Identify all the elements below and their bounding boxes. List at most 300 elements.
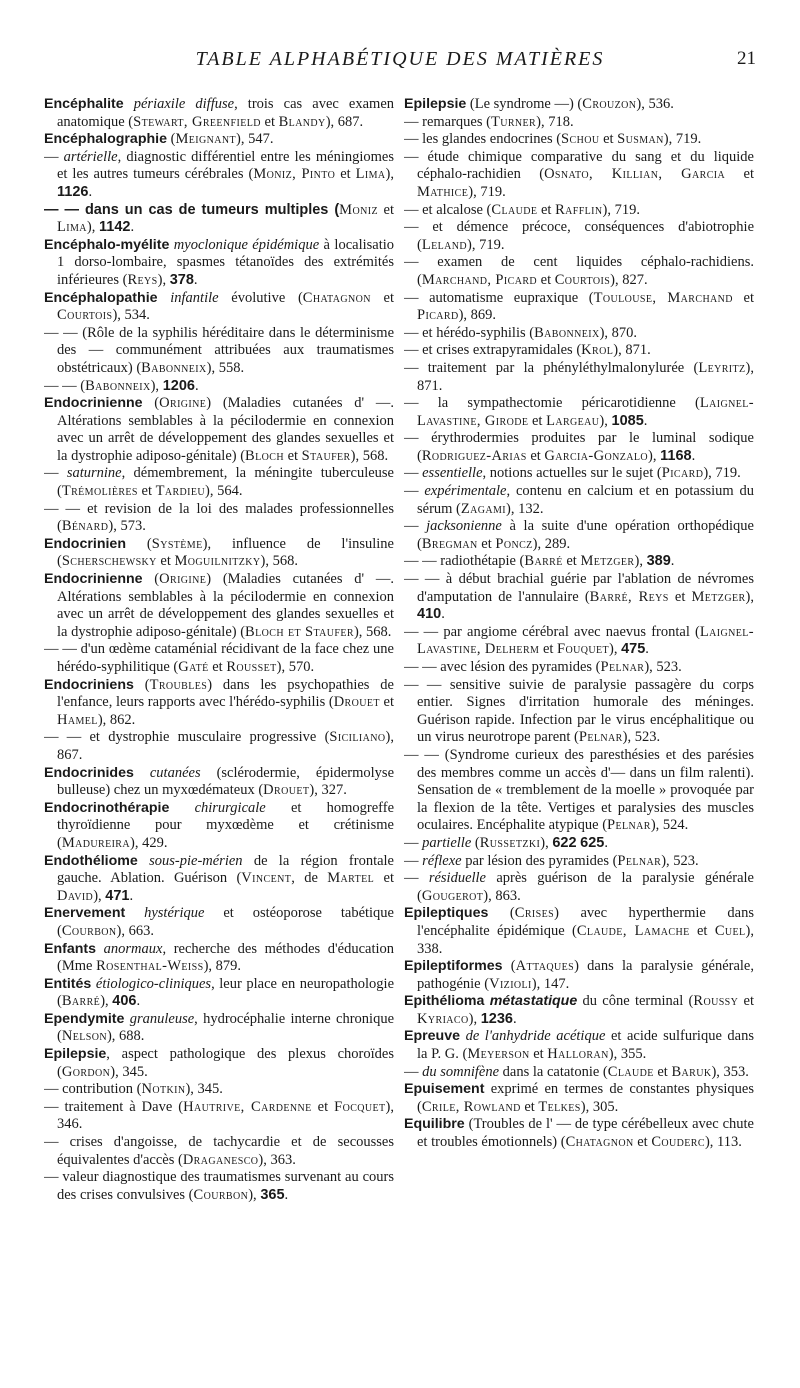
entry-text: ),	[648, 447, 661, 464]
author-name: Moniz	[339, 201, 378, 218]
index-entry	[44, 395, 394, 465]
index-entry	[404, 624, 754, 659]
entry-text: — étude chimique comparative du sang et du liquide céphalo-rachidien (	[404, 148, 754, 183]
author-name: Système	[151, 535, 203, 552]
author-name: Babonneix	[85, 377, 151, 394]
entry-text: —	[404, 852, 423, 869]
entry-text: —	[404, 834, 423, 851]
entry-text: et	[260, 113, 279, 130]
index-entry	[404, 325, 754, 343]
entry-text: — valeur diagnostique des traumatismes survenant au cours des crises convulsives (	[44, 1169, 394, 1203]
author-name: Roussy	[693, 993, 739, 1010]
entry-text: ), 871.	[417, 359, 754, 394]
entry-text: et	[633, 1134, 652, 1151]
entry-text: (	[125, 535, 152, 552]
entry-text: ), 536.	[636, 96, 674, 112]
entry-text: , aspect pathologique des plexus choroïdes (	[57, 1046, 394, 1080]
entry-text: ), 355.	[608, 1046, 647, 1063]
author-name: Hautrive, Cardenne	[183, 1098, 312, 1115]
entry-text: — érythrodermies produites par le luminal sodique (	[404, 430, 754, 464]
entry-text: (sclérodermie, épidermolyse bulleuse) chez un myxœdémateux (	[57, 764, 394, 799]
index-entry	[44, 149, 394, 202]
entry-text: ), 346.	[57, 1098, 394, 1133]
entry-text: — crises d'angoisse, de tachycardie et de secousses équivalentes d'accès (	[44, 1134, 394, 1168]
index-entry	[44, 536, 394, 571]
running-header	[44, 48, 756, 72]
entry-text: ), 523.	[622, 729, 661, 746]
entry-text: ), 867.	[57, 729, 394, 763]
entry-text: , recherche des méthodes d'éducation (Mme	[57, 940, 394, 975]
running-title: TABLE ALPHABÉTIQUE DES MATIÈRES	[195, 48, 605, 70]
index-entry	[404, 1064, 754, 1082]
entry-italic: jacksonienne	[426, 518, 502, 535]
page-ref-bold: 389	[646, 553, 671, 570]
index-entry	[404, 1116, 754, 1151]
entry-text: à localisatio 1 dorso-lombaire, spasmes tétanoïdes des extrémités inférieures (	[57, 236, 394, 288]
entry-text: ),	[150, 377, 163, 394]
entry-headword: Enervement	[44, 905, 126, 922]
entry-text: — — (Rôle de la syphilis héréditaire dans le déterminisme des — communément attribuées aux traumatismes obstétricaux) (	[44, 324, 394, 376]
index-entry	[44, 325, 394, 378]
author-name: Trémolières	[61, 483, 138, 500]
author-name: Mathice	[417, 183, 469, 200]
entry-text: — traitement à Dave (	[44, 1098, 184, 1115]
entry-text: et	[379, 694, 394, 711]
entry-headword: Encéphalite	[44, 96, 124, 112]
entry-headword: Equilibre	[404, 1116, 465, 1133]
entry-text: .	[194, 377, 199, 394]
entry-text: —	[404, 483, 425, 500]
entry-headword: Endothéliome	[44, 852, 138, 869]
entry-text: — traitement par la phényléthylmalonylurée (	[404, 359, 699, 376]
entry-text: ), 573.	[108, 518, 146, 535]
entry-text: .	[129, 887, 134, 904]
entry-text: , hydrocéphalie interne chronique (	[57, 1010, 394, 1045]
page-ref-bold: 622	[552, 834, 577, 851]
author-name: Couderc	[651, 1134, 705, 1151]
entry-text: ) (Maladies cutanées d' —. Altérations semblables à la pécilodermie en connexion avec un arrêt de développement des glandes sexuelles et la dystrophie adiposo-génitale) (	[57, 395, 394, 464]
entry-italic: myoclonique épidémique	[173, 236, 320, 253]
entry-text: ),	[540, 834, 553, 851]
entry-text: ), 688.	[106, 1028, 145, 1045]
entry-headword: Endocrinien	[44, 535, 126, 552]
entry-text: ),	[93, 887, 106, 904]
entry-text: —	[404, 1063, 423, 1080]
author-name: Rosenthal-Weiss	[96, 958, 204, 975]
index-entry	[404, 1081, 754, 1116]
page-ref-bold: 1126	[57, 183, 89, 200]
page-ref-bold: 410	[417, 606, 442, 623]
entry-text: ), 568.	[353, 623, 392, 640]
entry-text: à la suite d'une opération orthopédique (	[417, 518, 754, 552]
entry-text: et	[738, 993, 754, 1010]
index-entry	[44, 1099, 394, 1134]
author-name: Vincent	[241, 870, 292, 887]
index-entry	[404, 290, 754, 325]
entry-italic: hystérique	[144, 905, 205, 922]
author-name: Siciliano	[329, 729, 386, 746]
entry-text: ), 564.	[205, 483, 243, 500]
page-ref-bold: 378	[169, 271, 194, 288]
entry-text: — — sensitive suivie de paralysie passagère du corps entier. Signes d'irritation humorale des méninges. Guérison rapide. Infection par le virus encéphalitique ou un virus neurotrope parent (	[404, 676, 754, 746]
author-name: Laignel-Lavastine, Girode	[417, 395, 754, 429]
entry-text	[158, 290, 171, 306]
index-entry	[44, 1011, 394, 1046]
entry-text: (	[133, 676, 150, 693]
entry-text: — les glandes endocrines (	[404, 131, 562, 148]
entry-italic: de l'anhydride acétique	[465, 1028, 606, 1045]
entry-headword: Epreuve	[404, 1028, 460, 1045]
entry-headword: Encéphalographie	[44, 131, 167, 148]
entry-text: ),	[745, 588, 754, 605]
index-entry	[404, 958, 754, 993]
entry-text: ), 863.	[483, 887, 521, 904]
author-name: Meignant	[175, 131, 236, 148]
page-number: 21	[737, 48, 756, 69]
entry-text: du cône terminal (	[577, 993, 694, 1010]
author-name: Toulouse, Marchand	[593, 289, 733, 306]
entry-text: — — (Syndrome curieux des paresthésies et des parésies des membres comme un accès d'— dans un film ralenti). Sensation de « tremblement de la moelle » provoquée par la flexion de la tête. Vertiges et paralysies des muscles oculaires. Encéphalite atypique (	[404, 746, 754, 834]
author-name: Poncz	[495, 535, 533, 552]
entry-text: et	[537, 201, 556, 218]
entry-text: .	[193, 271, 198, 288]
entry-headword: Epithélioma	[404, 993, 485, 1010]
entry-headword: Endocrinienne	[44, 571, 143, 588]
entry-headword: Epileptiques	[404, 905, 489, 922]
page-ref-bold: 625	[580, 834, 605, 851]
author-name: Russetzki	[479, 834, 541, 851]
author-name: Cuel	[714, 922, 746, 939]
author-name: Madureira	[61, 834, 131, 851]
index-entry	[404, 219, 754, 254]
index-entry	[44, 853, 394, 906]
author-name: Picard	[661, 465, 704, 482]
entry-text: et	[529, 1046, 548, 1063]
author-name: Babonneix	[534, 324, 600, 341]
author-name: Crouzon	[582, 96, 637, 112]
author-name: Garcia-Gonzalo	[544, 447, 649, 464]
author-name: Turner	[490, 113, 537, 130]
entry-text: ) (Maladies cutanées d' —. Altérations semblables à la pécilodermie en connexion avec un arrêt de développement des glandes sexuelles et la dystrophie adiposo-génitale) (	[57, 571, 394, 640]
entry-text: ), 429.	[130, 834, 168, 851]
author-name: Zagami	[460, 500, 507, 517]
entry-text: ), 523.	[661, 852, 699, 869]
author-name: Lima	[57, 219, 87, 236]
entry-text: ), 327.	[309, 782, 347, 799]
entry-text: et	[528, 412, 547, 429]
author-name: David	[57, 887, 94, 904]
index-entry	[404, 149, 754, 202]
entry-text: et	[537, 271, 555, 288]
author-name: Gougerot	[421, 887, 484, 904]
entry-headword: Entités	[44, 975, 92, 992]
index-entry	[44, 465, 394, 500]
entry-italic: chirurgicale	[194, 799, 266, 816]
entry-text: —	[44, 148, 64, 165]
index-entry	[404, 518, 754, 553]
author-name: Susman	[617, 131, 664, 148]
entry-text: ), 719.	[466, 236, 505, 253]
author-name: Bénard	[61, 518, 109, 535]
entry-text: et	[374, 870, 394, 887]
index-entry	[44, 976, 394, 1011]
author-name: Courbon	[193, 1186, 249, 1203]
author-name: Focquet	[334, 1098, 386, 1115]
page-ref-bold: 1142	[99, 219, 131, 236]
entry-text: (Le syndrome —) (	[466, 96, 583, 112]
entry-text: et	[137, 483, 156, 500]
entry-text: — — avec lésion des pyramides (	[404, 659, 601, 675]
entry-text: ),	[599, 412, 612, 429]
entry-text: dans la catatonie (	[499, 1063, 608, 1080]
author-name: Laignel-Lavastine, Delherm	[417, 623, 754, 658]
entry-italic: métastatique	[489, 993, 578, 1010]
author-name: Lima	[355, 166, 386, 183]
entry-text	[138, 853, 149, 869]
index-entry	[404, 905, 754, 958]
index-entry	[404, 483, 754, 518]
entry-text: et	[732, 289, 754, 306]
entry-text: —	[404, 465, 423, 482]
entry-text: — — d'un œdème cataménial récidivant de la face chez une hérédo-syphilitique (	[44, 641, 394, 675]
index-entry	[44, 729, 394, 764]
page-ref-bold: 406	[112, 993, 137, 1010]
index-entry	[404, 131, 754, 149]
author-name: Kyriaco	[417, 1010, 469, 1027]
author-name: Courbon	[61, 922, 117, 939]
index-entry	[404, 571, 754, 624]
entry-text: ), 871.	[613, 342, 651, 359]
index-entry	[404, 114, 754, 132]
entry-italic: résiduelle	[428, 870, 486, 887]
page-ref-bold: 1236	[480, 1010, 513, 1027]
index-entry	[44, 1134, 394, 1169]
entry-text: et	[477, 535, 496, 552]
author-name: Barré	[61, 993, 101, 1010]
author-name: Rousset	[226, 659, 277, 675]
entry-italic: étiologico-cliniques	[95, 975, 212, 992]
author-name: Krol	[581, 342, 614, 359]
index-entry	[404, 553, 754, 571]
entry-headword: Encéphalo-myélite	[44, 236, 170, 253]
author-name: Halloran	[547, 1046, 609, 1063]
entry-text: ), 879.	[203, 958, 242, 975]
index-entry	[404, 465, 754, 483]
author-name: Courtois	[57, 307, 113, 324]
entry-text: — et hérédo-syphilis (	[404, 324, 535, 341]
author-name: Reys	[127, 271, 158, 288]
author-name: Bloch	[245, 447, 284, 464]
right-column	[404, 96, 754, 1366]
entry-text: , trois cas avec examen anatomique (	[57, 96, 394, 130]
author-name: Metzger	[580, 553, 635, 570]
author-name: Gaté	[178, 659, 209, 675]
entry-headword: Endocrinienne	[44, 395, 143, 412]
index-entry	[44, 941, 394, 976]
author-name: Largeau	[546, 412, 600, 429]
index-entry	[404, 96, 754, 114]
entry-text: ), 338.	[417, 922, 754, 957]
author-name: Chatagnon	[302, 289, 371, 306]
entry-text: et	[335, 166, 356, 183]
entry-headword: Ependymite	[44, 1010, 125, 1027]
entry-text: .	[88, 183, 93, 200]
entry-text: .	[284, 1186, 289, 1203]
author-name: Origine	[159, 395, 207, 412]
entry-text: ),	[634, 553, 647, 570]
author-name: Claude, Lamache	[576, 922, 690, 939]
entry-text: ) dans les psychopathies de l'enfance, leurs rapports avec l'hérédo-syphilis (	[57, 676, 394, 711]
left-column	[44, 96, 394, 1366]
index-entry	[404, 677, 754, 747]
entry-text: et	[370, 289, 394, 306]
entry-text: ), 869.	[458, 307, 497, 324]
entry-text: après guérison de la paralysie générale (	[417, 870, 754, 904]
entry-headword: Endocrinothérapie	[44, 799, 170, 816]
index-entry	[44, 1081, 394, 1099]
entry-text: ), 132.	[506, 500, 544, 517]
entry-text: ),	[157, 271, 170, 288]
entry-text	[134, 765, 150, 781]
entry-text: ), 568.	[350, 447, 389, 464]
entry-italic: saturnine	[66, 465, 122, 482]
entry-italic: périaxile diffuse	[133, 96, 235, 112]
entry-text: et	[689, 922, 715, 939]
entry-text: ), 547.	[235, 131, 274, 148]
author-name: Marchand, Picard	[421, 271, 538, 288]
entry-text: .	[512, 1010, 517, 1027]
author-name: Rodriguez-Arias	[421, 447, 527, 464]
entry-text: (	[488, 905, 515, 922]
entry-text: et	[725, 166, 754, 183]
entry-text: — — à début brachial guérie par l'ablation de névromes d'amputation de l'annulaire (	[404, 571, 754, 605]
index-entry	[44, 378, 394, 396]
entry-text: et	[653, 1063, 672, 1080]
entry-text: — automatisme eupraxique (	[404, 289, 594, 306]
author-name: Pelnar	[607, 817, 651, 834]
entry-text: .	[136, 993, 141, 1010]
entry-text: — et alcalose (	[404, 201, 492, 218]
entry-text: —	[404, 518, 427, 535]
entry-italic: essentielle	[422, 465, 483, 482]
index-entry	[44, 237, 394, 290]
author-name: Leyritz	[698, 359, 746, 376]
author-name: Tardieu	[155, 483, 206, 500]
entry-italic: artérielle	[63, 148, 118, 165]
entry-text: et	[377, 201, 394, 218]
index-entry	[44, 96, 394, 131]
entry-text: ), 827.	[610, 271, 648, 288]
entry-text: , leur place en neuropathologie (	[57, 975, 394, 1010]
author-name: Hamel	[57, 711, 98, 728]
entry-text	[124, 96, 134, 112]
entry-headword: Endocrinides	[44, 764, 134, 781]
author-name: Gordon	[61, 1063, 111, 1080]
entry-text: ), 870.	[599, 324, 638, 341]
author-name: Drouet	[333, 694, 380, 711]
entry-text: ), 345.	[185, 1081, 223, 1098]
index-entry	[404, 853, 754, 871]
author-name: Claude	[607, 1063, 654, 1080]
entry-headword: Enfants	[44, 940, 97, 957]
entry-text: .	[645, 641, 649, 658]
entry-text: ), 719.	[663, 131, 702, 148]
page-ref-bold: — — dans un cas de tumeurs multiples (	[44, 201, 340, 218]
author-name: Courtois	[554, 271, 611, 288]
author-name: Osnato, Killian, Garcia	[544, 166, 726, 183]
index-entry	[404, 430, 754, 465]
author-name: Pelnar	[617, 852, 662, 869]
entry-text: et	[208, 659, 227, 675]
page-ref-bold: 1206	[162, 377, 195, 394]
index-entry	[44, 1046, 394, 1081]
entry-text: ) avec hyperthermie dans l'encéphalite épidémique (	[417, 905, 754, 939]
entry-text: — la sympathectomie péricarotidienne (	[404, 395, 700, 412]
author-name: Troubles	[149, 676, 208, 693]
author-name: Draganesco	[182, 1151, 259, 1168]
entry-text: .	[604, 834, 608, 851]
entry-text: ),	[86, 219, 99, 236]
author-name: Scherschewsky	[61, 553, 157, 570]
entry-text: ), 718.	[536, 113, 574, 130]
index-entry	[404, 395, 754, 430]
entry-text: et ostéoporose tabétique (	[57, 905, 394, 939]
entry-text: — examen de cent liquides céphalo-rachidiens. (	[404, 254, 754, 288]
entry-text: et	[156, 553, 175, 570]
page-ref-bold: 471	[105, 887, 130, 904]
entry-text: ), 534.	[112, 307, 150, 324]
entry-headword: Endocriniens	[44, 676, 134, 693]
entry-text: — — et revision de la loi des malades professionnelles (	[44, 500, 394, 535]
entry-text: ),	[385, 166, 394, 183]
entry-italic: infantile	[170, 289, 219, 306]
entry-text: , diagnostic différentiel entre les méningiomes et les autres tumeurs cérébrales (	[57, 148, 394, 183]
entry-text: évolutive (	[218, 289, 303, 306]
author-name: Moniz, Pinto	[253, 166, 336, 183]
entry-text: .	[643, 412, 648, 429]
entry-text: et	[311, 1098, 335, 1115]
entry-text: — remarques (	[404, 113, 491, 130]
author-name: Baruk	[671, 1063, 712, 1080]
index-entry	[44, 765, 394, 800]
entry-text: ), 289.	[532, 535, 571, 552]
author-name: Barré, Reys	[589, 588, 669, 605]
author-name: Leland	[421, 236, 467, 253]
author-name: Attaques	[515, 958, 575, 975]
index-entry	[44, 202, 394, 237]
index-entry	[44, 290, 394, 325]
entry-text: — et crises extrapyramidales (	[404, 342, 582, 359]
entry-italic: granuleuse	[129, 1010, 195, 1027]
entry-text: — — radiothétapie (	[404, 553, 525, 570]
entry-text: ), influence de l'insuline (	[57, 535, 394, 570]
index-entry	[404, 993, 754, 1028]
author-name: Drouet	[263, 782, 310, 799]
author-name: Chatagnon	[565, 1134, 634, 1151]
entry-text: — et démence précoce, conséquences d'abiotrophie (	[404, 219, 754, 253]
author-name: Pelnar	[578, 729, 623, 746]
entry-text: ), 305.	[580, 1098, 619, 1115]
author-name: Picard	[417, 307, 459, 324]
author-name: Bloch et Staufer	[245, 623, 354, 640]
author-name: Barré	[524, 553, 563, 570]
entry-text: ), 353.	[711, 1063, 749, 1080]
page-ref-bold: 1085	[611, 412, 644, 429]
index-entry	[404, 870, 754, 905]
author-name: Staufer	[301, 447, 351, 464]
entry-italic: anormaux	[103, 940, 163, 957]
author-name: Crile, Rowland	[421, 1098, 521, 1115]
